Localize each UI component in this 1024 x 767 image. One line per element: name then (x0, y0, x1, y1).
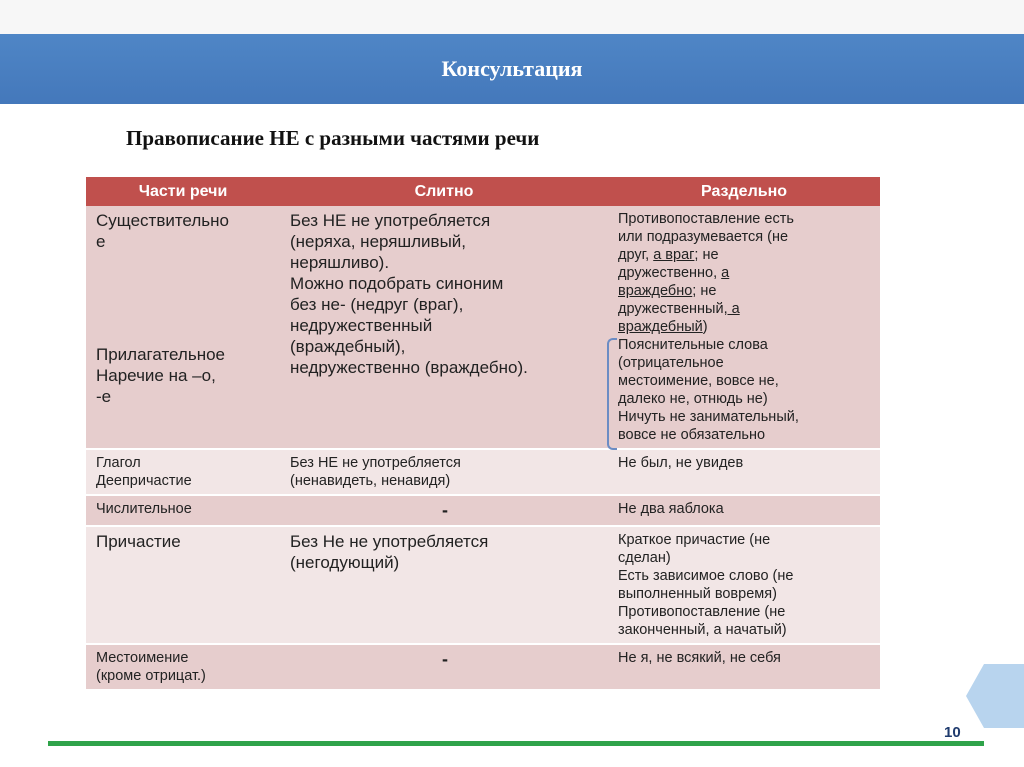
cell-separate: Не два яаблока (608, 495, 880, 526)
cell-together: - (280, 644, 608, 690)
footer-divider (48, 741, 984, 746)
cell-together: - (280, 495, 608, 526)
cell-separate: Краткое причастие (не сделан) Есть зависимое слово (не выполненный вовремя) Противопоставление (не законченный, а начатый) (608, 526, 880, 644)
table-row (86, 449, 880, 495)
column-header: Раздельно (608, 177, 880, 206)
table-row (86, 526, 880, 644)
spelling-rules-table (86, 177, 880, 691)
cell-separate: Не был, не увидев (608, 449, 880, 495)
cell-part-of-speech: Причастие (86, 526, 280, 644)
cell-together: Без Не не употребляется (негодующий) (280, 526, 608, 644)
cell-together: Без НЕ не употребляется (неряха, неряшливый, неряшливо). Можно подобрать синоним без не- (недруг (враг), недружественный (враждебный), недружественно (враждебно). (280, 206, 608, 449)
cell-part-of-speech: Местоимение (кроме отрицат.) (86, 644, 280, 690)
cell-separate: Не я, не всякий, не себя (608, 644, 880, 690)
slide-subtitle: Правописание НЕ с разными частями речи (126, 126, 540, 150)
page-number: 10 (944, 724, 961, 741)
table-row (86, 495, 880, 526)
table-header-row (86, 177, 880, 206)
header-bar (0, 34, 1024, 104)
bracket-icon (607, 338, 617, 450)
cell-part-of-speech: Существительно е Прилагательное Наречие на –о, -е (86, 206, 280, 449)
cell-together: Без НЕ не употребляется (ненавидеть, ненавидя) (280, 449, 608, 495)
slide-title: Консультация (441, 56, 583, 81)
cell-part-of-speech: Числительное (86, 495, 280, 526)
cell-part-of-speech: Глагол Деепричастие (86, 449, 280, 495)
next-slide-arrow-icon (966, 664, 1024, 728)
column-header: Части речи (86, 177, 280, 206)
table-row (86, 644, 880, 690)
column-header: Слитно (280, 177, 608, 206)
top-strip (0, 0, 1024, 34)
table-row (86, 206, 880, 449)
cell-separate: Противопоставление есть или подразумевается (не друг, а враг; не дружественно, а враждебно; не дружественный, а враждебный) Пояснительные слова (отрицательное местоимение, вовсе не, далеко не, отнюдь не) Ничуть не занимательный, вовсе не обязательно (608, 206, 880, 449)
